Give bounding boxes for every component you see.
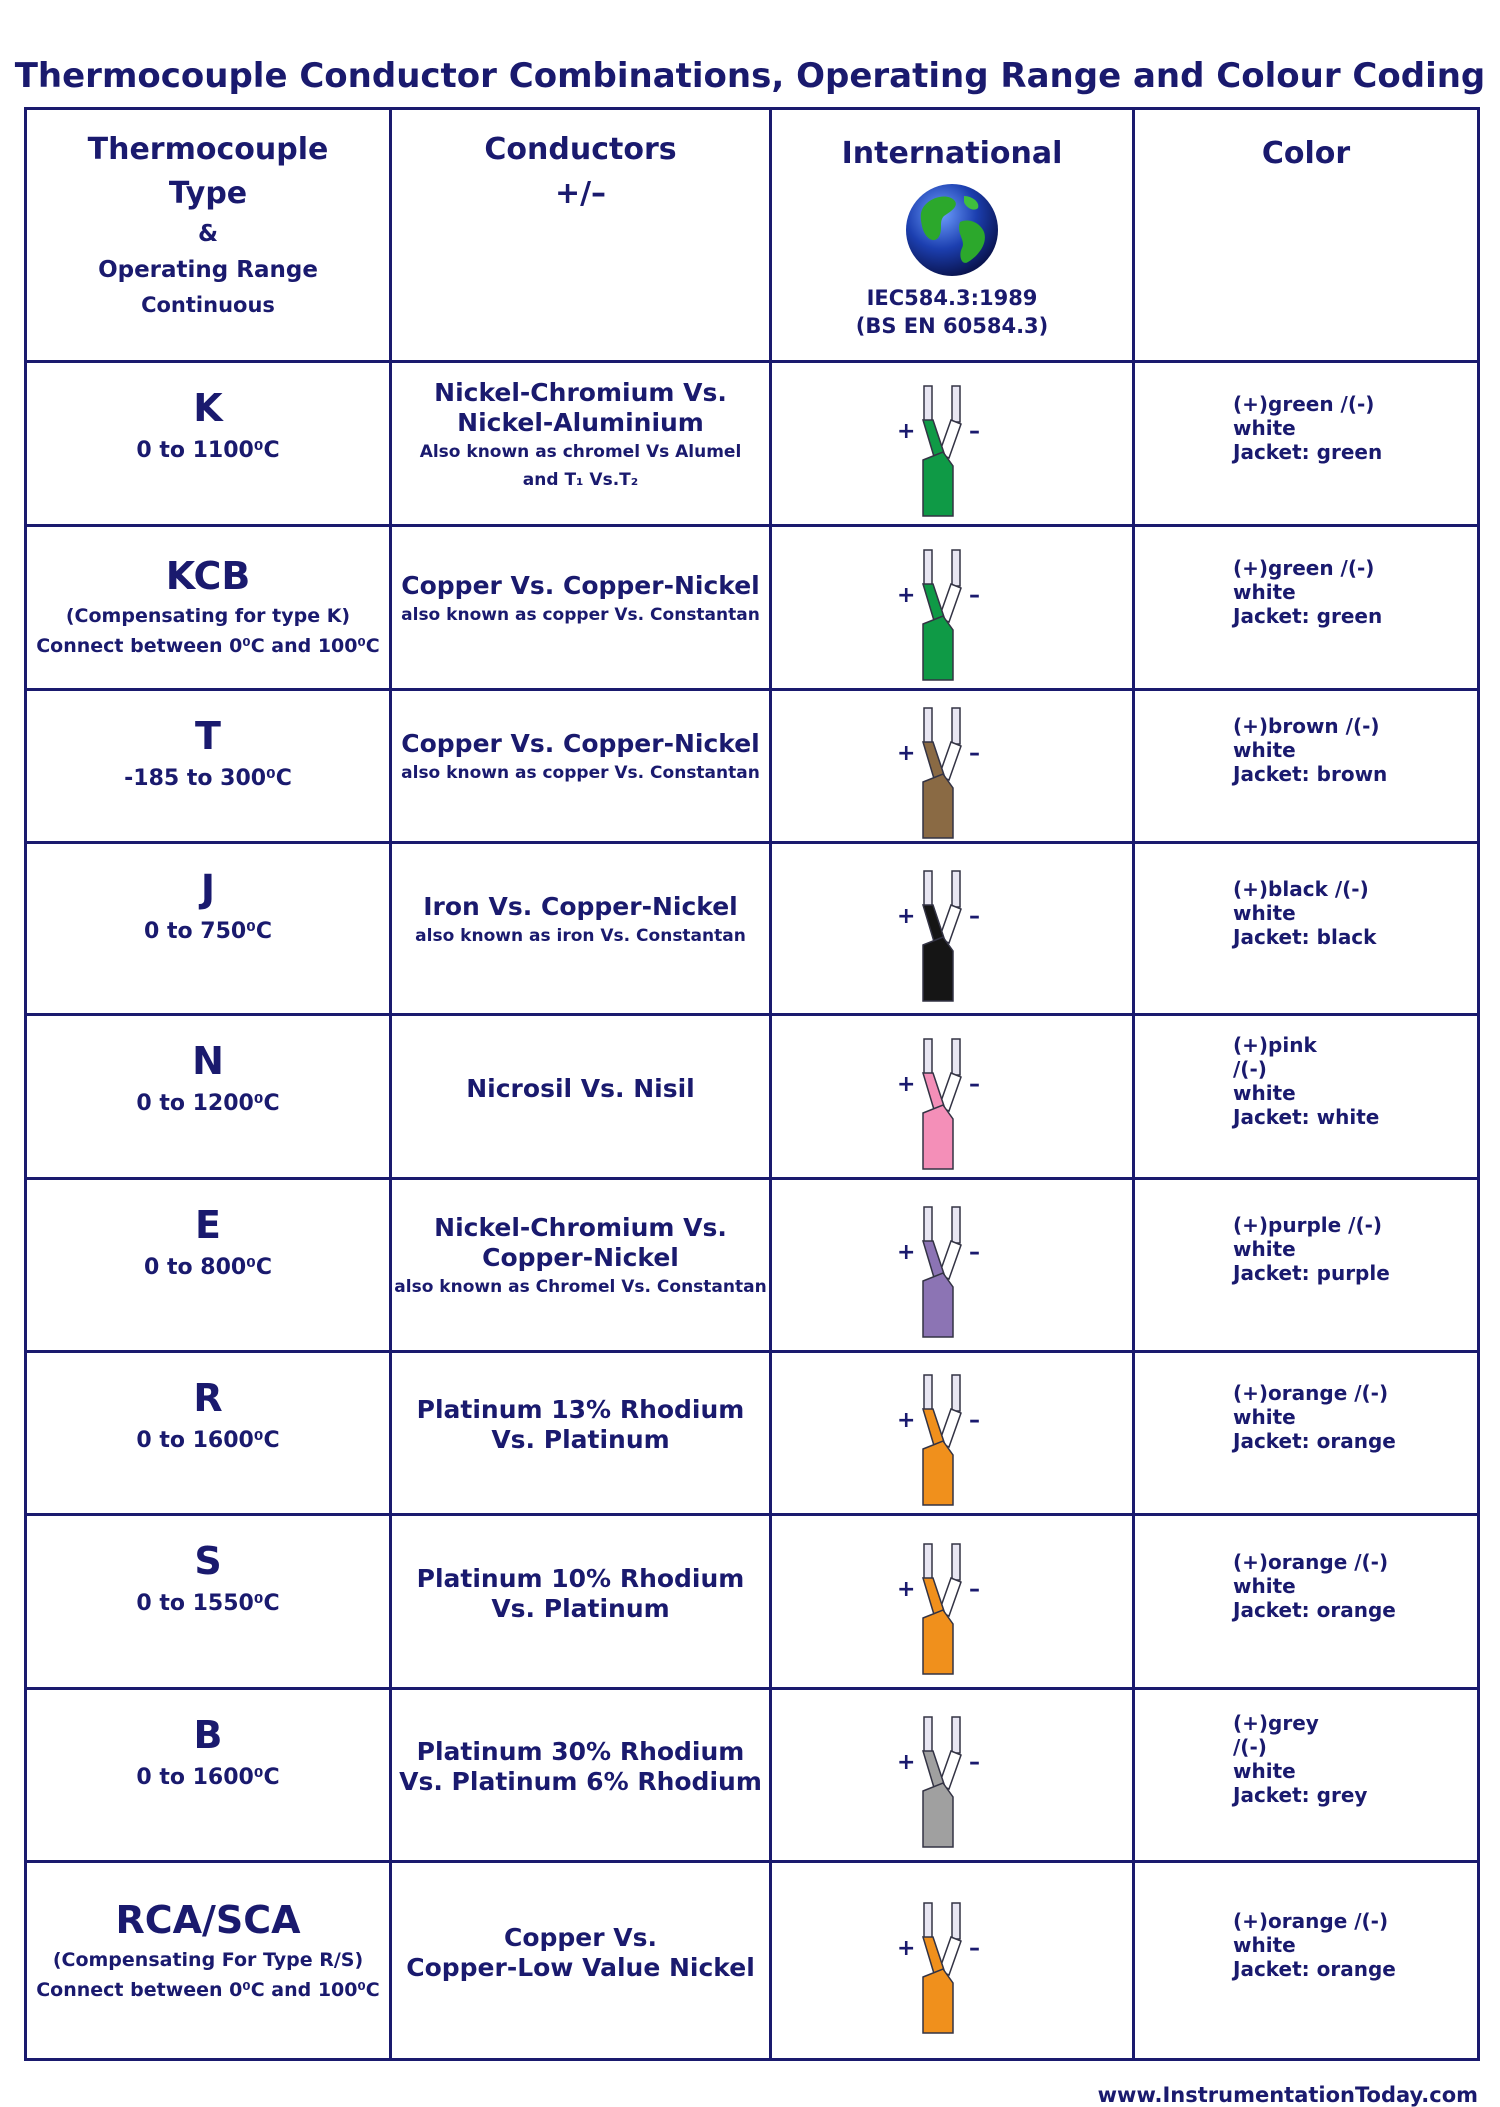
color-code-line: (+)green /(-)	[1233, 392, 1375, 416]
plus-symbol: +	[897, 1577, 916, 1602]
table-row	[26, 362, 1479, 526]
header-range-label: Operating Range	[98, 257, 318, 283]
color-code-line: white	[1233, 580, 1296, 604]
color-code-cell	[1134, 1015, 1479, 1179]
header-type-label: Thermocouple	[87, 132, 329, 167]
conductor-alias: also known as copper Vs. Constantan	[401, 605, 760, 625]
conductor-pair: Copper-Low Value Nickel	[406, 1953, 755, 1982]
conductors-text	[392, 729, 769, 787]
international-color-cell	[771, 526, 1134, 690]
thermocouple-type: R	[193, 1376, 223, 1420]
plus-symbol: +	[897, 1750, 916, 1775]
conductor-alias: also known as copper Vs. Constantan	[401, 763, 760, 783]
conductor-alias: Also known as chromel Vs Alumel	[419, 442, 742, 462]
thermocouple-type: N	[192, 1039, 224, 1083]
thermocouple-type: J	[200, 867, 216, 911]
conductors-text	[392, 892, 769, 950]
conductors-text	[392, 571, 769, 629]
color-code-line: (+)purple /(-)	[1233, 1213, 1383, 1237]
conductors-cell	[391, 1515, 771, 1689]
color-code-line: white	[1233, 1574, 1296, 1598]
thermocouple-type: KCB	[165, 554, 251, 598]
header-polarity-label: +/–	[554, 176, 607, 211]
conductor-pair: Vs. Platinum	[491, 1425, 670, 1454]
color-code-line: /(-)	[1233, 1057, 1267, 1081]
conductor-pair: Vs. Platinum 6% Rhodium	[399, 1767, 762, 1796]
color-code-line: Jacket: orange	[1233, 1598, 1396, 1622]
table-row	[26, 526, 1479, 690]
color-code-line: white	[1233, 1933, 1296, 1957]
footer-url: www.InstrumentationToday.com	[1097, 2083, 1478, 2107]
color-code-line: Jacket: brown	[1233, 762, 1388, 786]
conductor-pair: Platinum 13% Rhodium	[416, 1395, 745, 1424]
color-code-line: (+)pink	[1233, 1033, 1317, 1057]
color-code-line: Jacket: grey	[1233, 1783, 1368, 1807]
international-color-cell	[771, 1862, 1134, 2060]
operating-range: 0 to 1100⁰C	[136, 438, 280, 463]
color-code-line: (+)orange /(-)	[1233, 1550, 1389, 1574]
minus-symbol: –	[969, 904, 980, 929]
thermocouple-wire-icon	[772, 691, 1132, 841]
international-color-cell	[771, 362, 1134, 526]
header-row	[26, 109, 1479, 362]
type-cell	[26, 1015, 391, 1179]
color-code-cell	[1134, 1179, 1479, 1352]
conductors-cell	[391, 362, 771, 526]
header-type-label-2: Type	[168, 176, 248, 211]
international-color-cell	[771, 1689, 1134, 1862]
header-ampersand: &	[197, 221, 219, 247]
conductor-pair: Copper Vs. Copper-Nickel	[401, 571, 760, 600]
header-international-label: International	[841, 136, 1063, 171]
plus-symbol: +	[897, 1072, 916, 1097]
thermocouple-wire-icon	[772, 1690, 1132, 1860]
color-code-line: white	[1233, 1405, 1296, 1429]
header-type-cell	[26, 109, 391, 362]
international-color-cell	[771, 1015, 1134, 1179]
color-code-line: Jacket: black	[1233, 925, 1377, 949]
conductor-pair: Platinum 10% Rhodium	[416, 1564, 745, 1593]
table-row	[26, 843, 1479, 1015]
minus-symbol: –	[969, 1072, 980, 1097]
header-international-cell	[771, 109, 1134, 362]
color-code-cell	[1134, 1352, 1479, 1515]
operating-range: -185 to 300⁰C	[124, 766, 292, 791]
type-cell	[26, 1689, 391, 1862]
color-code-cell	[1134, 526, 1479, 690]
thermocouple-wire-icon	[772, 363, 1132, 524]
conductors-cell	[391, 1352, 771, 1515]
operating-range: 0 to 1600⁰C	[136, 1765, 280, 1790]
conductors-text	[392, 1737, 769, 1797]
plus-symbol: +	[897, 419, 916, 444]
thermocouple-type: B	[193, 1713, 223, 1757]
conductors-cell	[391, 1179, 771, 1352]
table-row	[26, 690, 1479, 843]
conductors-text	[392, 1213, 769, 1301]
international-color-cell	[771, 843, 1134, 1015]
conductor-pair: Copper Vs.	[503, 1923, 658, 1952]
color-code-cell	[1134, 843, 1479, 1015]
type-cell	[26, 1352, 391, 1515]
color-code-line: white	[1233, 1081, 1296, 1105]
color-code-line: (+)brown /(-)	[1233, 714, 1380, 738]
conductors-cell	[391, 1015, 771, 1179]
minus-symbol: –	[969, 741, 980, 766]
globe-icon	[904, 182, 1000, 278]
thermocouple-type: E	[195, 1203, 221, 1247]
conductors-text	[392, 1923, 769, 1983]
color-code-line: (+)grey	[1233, 1711, 1319, 1735]
type-note: (Compensating for type K)	[65, 605, 351, 627]
conductor-pair: Iron Vs. Copper-Nickel	[423, 892, 738, 921]
operating-range: 0 to 1200⁰C	[136, 1091, 280, 1116]
color-code-line: Jacket: green	[1233, 440, 1383, 464]
header-standard-1: IEC584.3:1989	[866, 286, 1038, 310]
minus-symbol: –	[969, 1577, 980, 1602]
color-code-line: (+)orange /(-)	[1233, 1909, 1389, 1933]
type-note: (Compensating For Type R/S)	[52, 1949, 364, 1971]
table-row	[26, 1515, 1479, 1689]
conductors-cell	[391, 843, 771, 1015]
thermocouple-wire-icon	[772, 1863, 1132, 2058]
thermocouple-wire-icon	[772, 1180, 1132, 1350]
thermocouple-type: K	[193, 386, 223, 430]
minus-symbol: –	[969, 1936, 980, 1961]
conductors-cell	[391, 1862, 771, 2060]
conductor-pair: Nickel-Aluminium	[457, 408, 704, 437]
color-code-cell	[1134, 690, 1479, 843]
conductor-alias: also known as iron Vs. Constantan	[415, 926, 746, 946]
conductor-pair: Copper-Nickel	[482, 1243, 679, 1272]
thermocouple-type: RCA/SCA	[115, 1898, 301, 1942]
table-row	[26, 1179, 1479, 1352]
color-code-line: white	[1233, 1237, 1296, 1261]
plus-symbol: +	[897, 1240, 916, 1265]
minus-symbol: –	[969, 583, 980, 608]
thermocouple-table	[24, 107, 1480, 2061]
header-conductors-cell	[391, 109, 771, 362]
conductors-cell	[391, 1689, 771, 1862]
color-code-line: /(-)	[1233, 1735, 1267, 1759]
conductor-pair: Platinum 30% Rhodium	[416, 1737, 745, 1766]
type-cell	[26, 526, 391, 690]
international-color-cell	[771, 1179, 1134, 1352]
conductor-alias: also known as Chromel Vs. Constantan	[394, 1277, 767, 1297]
conductor-pair: Vs. Platinum	[491, 1594, 670, 1623]
color-code-line: Jacket: orange	[1233, 1429, 1396, 1453]
color-code-line: white	[1233, 1759, 1296, 1783]
minus-symbol: –	[969, 419, 980, 444]
color-code-line: Jacket: orange	[1233, 1957, 1396, 1981]
color-code-line: Jacket: white	[1233, 1105, 1380, 1129]
conductor-alias: and T₁ Vs.T₂	[522, 470, 639, 490]
type-connect-note: Connect between 0⁰C and 100⁰C	[36, 1979, 380, 2001]
conductor-pair: Nicrosil Vs. Nisil	[466, 1074, 695, 1103]
minus-symbol: –	[969, 1750, 980, 1775]
color-code-line: white	[1233, 901, 1296, 925]
plus-symbol: +	[897, 583, 916, 608]
color-code-cell	[1134, 1515, 1479, 1689]
type-cell	[26, 1179, 391, 1352]
table-row	[26, 1352, 1479, 1515]
table-row	[26, 1862, 1479, 2060]
table-row	[26, 1689, 1479, 1862]
type-connect-note: Connect between 0⁰C and 100⁰C	[36, 635, 380, 657]
international-color-cell	[771, 1515, 1134, 1689]
operating-range: 0 to 1550⁰C	[136, 1591, 280, 1616]
color-code-cell	[1134, 1689, 1479, 1862]
international-color-cell	[771, 690, 1134, 843]
thermocouple-wire-icon	[772, 844, 1132, 1013]
conductor-pair: Nickel-Chromium Vs.	[434, 378, 727, 407]
conductors-text	[392, 1395, 769, 1455]
operating-range: 0 to 800⁰C	[144, 1255, 272, 1280]
thermocouple-wire-icon	[772, 1353, 1132, 1513]
type-cell	[26, 843, 391, 1015]
header-conductors-label: Conductors	[484, 132, 677, 167]
minus-symbol: –	[969, 1408, 980, 1433]
color-code-line: white	[1233, 738, 1296, 762]
thermocouple-type: T	[195, 714, 221, 758]
table-row	[26, 1015, 1479, 1179]
color-code-line: Jacket: purple	[1233, 1261, 1390, 1285]
color-code-line: (+)orange /(-)	[1233, 1381, 1389, 1405]
plus-symbol: +	[897, 1936, 916, 1961]
type-cell	[26, 1515, 391, 1689]
type-cell	[26, 362, 391, 526]
color-code-cell	[1134, 1862, 1479, 2060]
conductors-text	[392, 378, 769, 494]
conductors-cell	[391, 690, 771, 843]
conductors-cell	[391, 526, 771, 690]
minus-symbol: –	[969, 1240, 980, 1265]
thermocouple-wire-icon	[772, 1516, 1132, 1687]
color-code-line: white	[1233, 416, 1296, 440]
header-color-cell	[1134, 109, 1479, 362]
color-code-line: (+)black /(-)	[1233, 877, 1369, 901]
plus-symbol: +	[897, 904, 916, 929]
plus-symbol: +	[897, 1408, 916, 1433]
type-cell	[26, 1862, 391, 2060]
page-title: Thermocouple Conductor Combinations, Operating Range and Colour Coding	[14, 56, 1486, 96]
operating-range: 0 to 1600⁰C	[136, 1428, 280, 1453]
plus-symbol: +	[897, 741, 916, 766]
header-standard-2: (BS EN 60584.3)	[855, 314, 1049, 338]
thermocouple-wire-icon	[772, 1016, 1132, 1177]
header-color-label: Color	[1261, 136, 1351, 171]
operating-range: 0 to 750⁰C	[144, 919, 272, 944]
conductor-pair: Nickel-Chromium Vs.	[434, 1213, 727, 1242]
color-code-cell	[1134, 362, 1479, 526]
header-continuous-label: Continuous	[141, 293, 275, 317]
color-code-line: Jacket: green	[1233, 604, 1383, 628]
type-cell	[26, 690, 391, 843]
thermocouple-type: S	[194, 1539, 222, 1583]
conductors-text	[392, 1564, 769, 1624]
thermocouple-wire-icon	[772, 527, 1132, 688]
conductors-text	[392, 1074, 769, 1104]
international-color-cell	[771, 1352, 1134, 1515]
color-code-line: (+)green /(-)	[1233, 556, 1375, 580]
conductor-pair: Copper Vs. Copper-Nickel	[401, 729, 760, 758]
